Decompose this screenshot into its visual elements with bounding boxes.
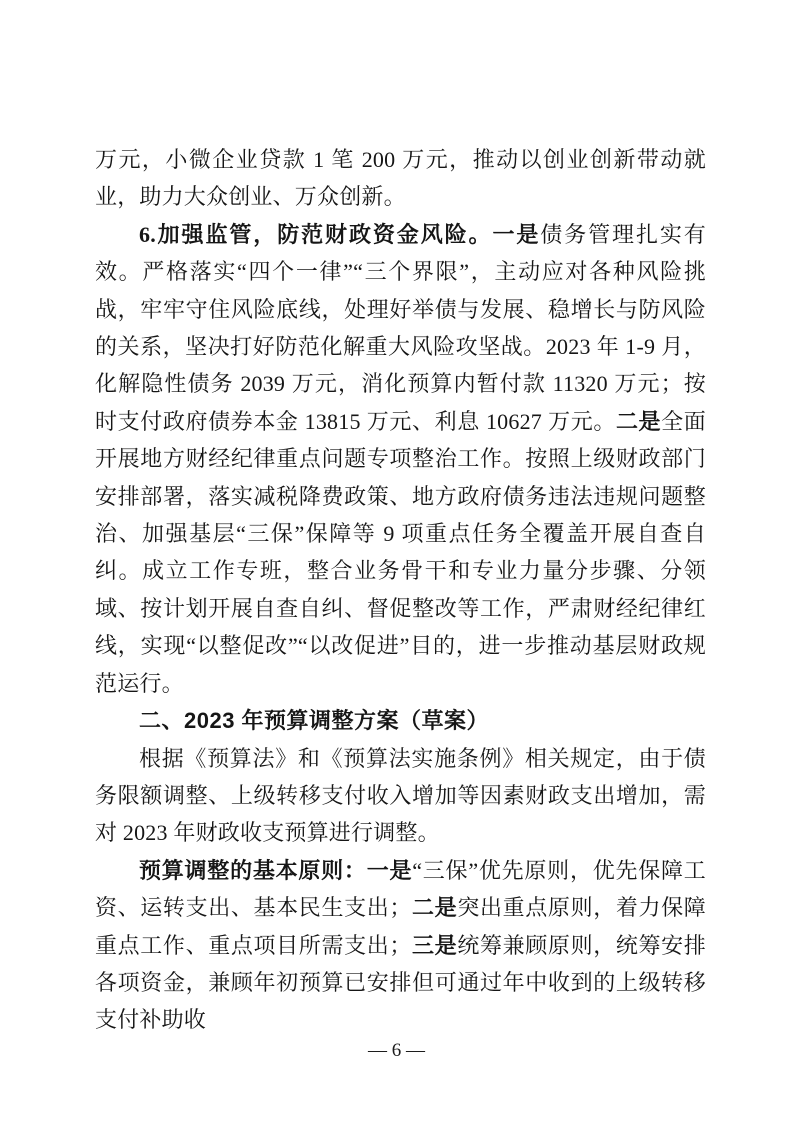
text-run: 根据《预算法》和《预算法实施条例》相关规定，由于债务限额调整、上级转移支付收入增加等因素财政支出增加，需对 2023 年财政收支预算进行调整。 bbox=[95, 745, 706, 846]
paragraph-continuation bbox=[95, 141, 706, 216]
text-run: 突出重点原则，着力保障重点工作、重点项目所需支出； bbox=[95, 895, 706, 958]
text-run: 统筹兼顾原则，统筹安排各项资金，兼顾年初预算已安排但可通过年中收到的上级转移支付补助收 bbox=[95, 932, 706, 1033]
page-number-footer bbox=[0, 1040, 793, 1062]
document-body bbox=[95, 141, 706, 1039]
text-run: 全面开展地方财经纪律重点问题专项整治工作。按照上级财政部门安排部署，落实减税降费政策、地方政府债务违法违规问题整治、加强基层“三保”保障等 9 项重点任务全覆盖开展自查自纠。成立工作专班，整合业务骨干和专业力量分步骤、分领域、按计划开展自查自纠、督促整改等工作，严肃财经纪律红线，实现“以整促改”“以改促进”目的，进一步推动基层财政规范运行。 bbox=[95, 408, 706, 696]
paragraph-principles bbox=[95, 852, 706, 1039]
text-run: “三保”优先原则，优先保障工资、运转支出、基本民生支出； bbox=[95, 857, 706, 921]
text-run-bold: 二是 bbox=[411, 895, 458, 921]
section-heading-text: 二、2023 年预算调整方案（草案） bbox=[139, 708, 490, 734]
section-heading bbox=[95, 702, 706, 739]
text-run-bold: 三是 bbox=[411, 932, 458, 958]
page-number-label: — 6 — bbox=[368, 1040, 425, 1061]
text-run-bold: 预算调整的基本原则：一是 bbox=[139, 857, 413, 883]
text-run-bold: 二是 bbox=[615, 408, 662, 434]
paragraph-item-6 bbox=[95, 216, 706, 702]
text-run-bold: 6.加强监管，防范财政资金风险。一是 bbox=[139, 221, 541, 247]
text-run: 万元，小微企业贷款 1 笔 200 万元，推动以创业创新带动就业，助力大众创业、万众创新。 bbox=[95, 147, 706, 210]
paragraph-basis bbox=[95, 740, 706, 852]
text-run: 债务管理扎实有效。严格落实“四个一律”“三个界限”，主动应对各种风险挑战，牢牢守住风险底线，处理好举债与发展、稳增长与防风险的关系，坚决打好防范化解重大风险攻坚战。2023 年 1-9 月，化解隐性债务 2039 万元，消化预算内暂付款 11320 万元；按时支付政府债券本金 13815 万元、利息 10627 万元。 bbox=[95, 221, 706, 434]
